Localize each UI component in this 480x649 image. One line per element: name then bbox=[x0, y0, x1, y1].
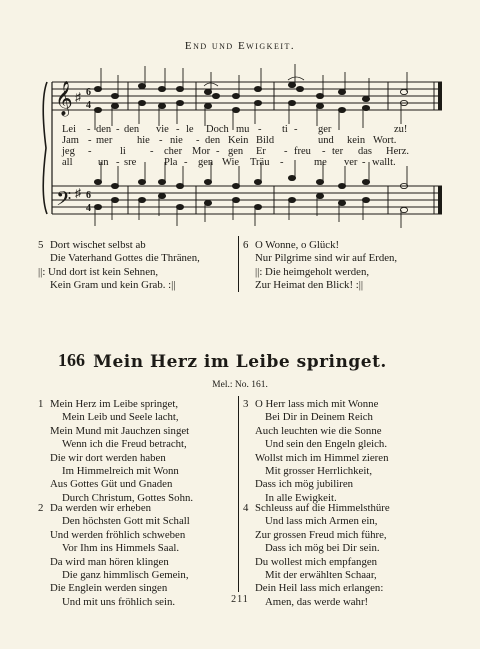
bass-staff bbox=[52, 186, 442, 214]
page-number: 211 bbox=[231, 594, 249, 605]
bass-notes bbox=[94, 160, 407, 228]
system-brace bbox=[43, 82, 47, 214]
verse-2: 2 Da werden wir erheben Den höchsten Gott mit Schall Und werden fröhlich schweben Vor Ihm ins Himmels Saal. Da wird man hören klingen Die ganz himmlisch Gemein, Die Englein werden singen Und mit uns fröhlich sein. bbox=[38, 502, 190, 608]
music-score bbox=[0, 0, 480, 230]
treble-clef-icon: 𝄞 bbox=[55, 81, 73, 116]
running-head: End und Ewigkeit. bbox=[184, 40, 296, 52]
treble-notes bbox=[94, 64, 407, 130]
melody-reference: Mel.: No. 161. bbox=[212, 380, 268, 390]
svg-text:4: 4 bbox=[86, 100, 91, 111]
svg-text:6: 6 bbox=[86, 190, 91, 201]
verse-3: 3 O Herr lass mich mit Wonne Bei Dir in Deinem Reich Auch leuchten wie die Sonne Und sein den Engeln gleich. Wollst mich im Himmel zieren Mit grosser Herrlichkeit, Dass ich mög jubiliren In alle Ewigkeit. bbox=[243, 398, 389, 504]
verse-divider bbox=[238, 396, 239, 506]
prev-verse-5: 5 Dort wischet selbst ab Die Vaterhand Gottes die Thränen, ||: Und dort ist kein Sehnen, Kein Gram und kein Grab. :|| bbox=[38, 239, 200, 292]
verse-divider bbox=[238, 236, 239, 292]
verse-4: 4 Schleuss auf die Himmelsthüre Und lass mich Armen ein, Zur grossen Freud mich führe, Dass ich mög bei Dir sein. Du wollest mich empfangen Mit der erwählten Schaar, Dein Heil lass mich erlangen: Amen, das werde wahr! bbox=[243, 502, 390, 608]
svg-text:4: 4 bbox=[86, 203, 91, 214]
hymn-title: Mein Herz im Leibe springet. bbox=[93, 352, 387, 372]
bass-clef-icon: 𝄢 bbox=[56, 187, 72, 215]
svg-text:6: 6 bbox=[86, 87, 91, 98]
hymn-number: 166 bbox=[58, 350, 85, 370]
treble-staff bbox=[52, 82, 442, 110]
svg-text:♯: ♯ bbox=[75, 90, 81, 104]
verse-divider bbox=[238, 500, 239, 592]
prev-verse-6: 6 O Wonne, o Glück! Nur Pilgrime sind wir auf Erden, ||: Die heimgeholt werden, Zur Heimat den Blick! :|| bbox=[243, 239, 398, 292]
verse-1: 1 Mein Herz im Leibe springet, Mein Leib und Seele lacht, Mein Mund mit Jauchzen singet Wenn ich die Freud betracht, Die wir dort werden haben Im Himmelreich mit Wonn Aus Gottes Güt und Gnaden Durch Christum, Gottes Sohn. bbox=[38, 398, 194, 504]
svg-text:♯: ♯ bbox=[75, 186, 81, 200]
